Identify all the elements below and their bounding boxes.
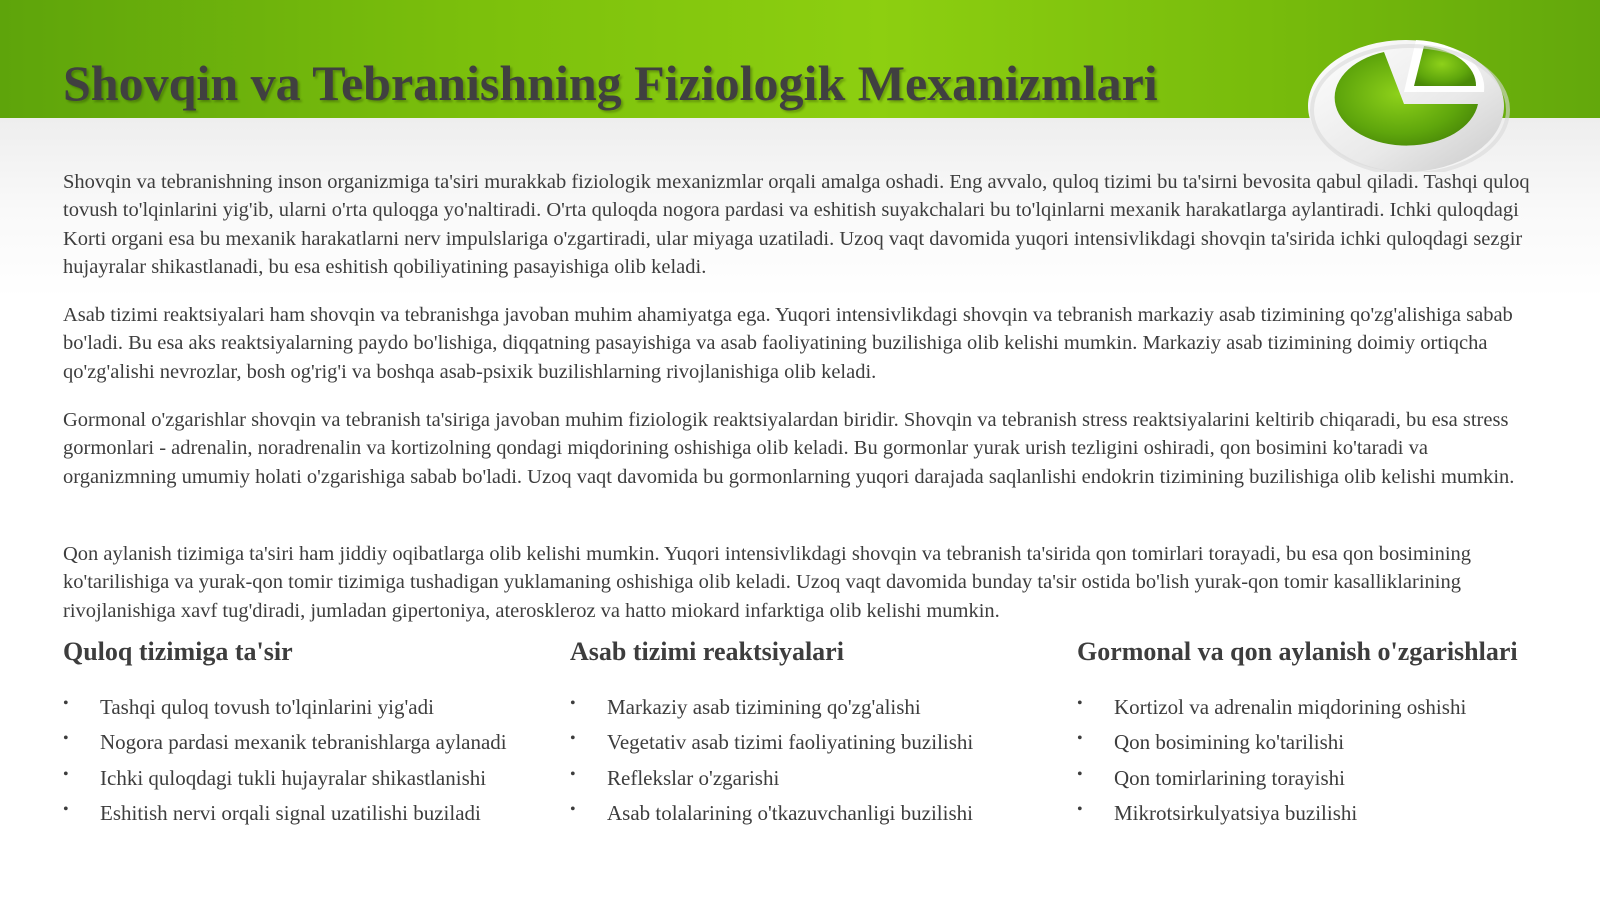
list-item: • Mikrotsirkulyatsiya buzilishi xyxy=(1077,796,1587,831)
list-item: • Ichki quloqdagi tukli hujayralar shikastlanishi xyxy=(63,761,543,796)
list-item: • Tashqi quloq tovush to'lqinlarini yig'adi xyxy=(63,690,543,725)
column-hormonal-circulatory xyxy=(1077,632,1587,831)
list-item: • Asab tolalarining o'tkazuvchanligi buzilishi xyxy=(570,796,1050,831)
bullet-list xyxy=(1077,690,1587,831)
list-item: • Nogora pardasi mexanik tebranishlarga aylanadi xyxy=(63,725,543,760)
bullet-list xyxy=(63,690,543,831)
bullet-icon: • xyxy=(570,765,576,783)
column-ear-impact xyxy=(63,632,543,831)
list-item: • Qon bosimining ko'tarilishi xyxy=(1077,725,1587,760)
bullet-icon: • xyxy=(570,800,576,818)
column-title: Gormonal va qon aylanish o'zgarishlari xyxy=(1077,637,1518,666)
bullet-icon: • xyxy=(63,800,69,818)
bullet-icon: • xyxy=(63,695,69,712)
paragraph-ear-system: Shovqin va tebranishning inson organizmiga ta'siri murakkab fiziologik mexanizmlar orqali amalga oshadi. Eng avvalo, quloq tizimi bu ta'sirni bevosita qabul qiladi. Tashqi quloq tovush to'lqinlarini yig'ib, ularni o'rta quloqga yo'naltiradi. O'rta quloqda nogora pardasi va eshitish suyakchalari bu to'lqinlarni mexanik harakatlarga aylantiradi. Ichki quloqdagi Korti organi esa bu mexanik harakatlarni nerv impulslariga o'zgartiradi, ular miyaga uzatiladi. Uzoq vaqt davomida yuqori intensivlikdagi shovqin ta'sirida ichki quloqdagi sezgir hujayralar shikastlanadi, bu esa eshitish qobiliyatining pasayishiga olib keladi. xyxy=(63,171,1530,278)
column-title: Asab tizimi reaktsiyalari xyxy=(570,637,844,666)
list-item: • Reflekslar o'zgarishi xyxy=(570,761,1050,796)
bullet-icon: • xyxy=(1077,765,1083,783)
slide-title: Shovqin va Tebranishning Fiziologik Mexanizmlari xyxy=(63,55,1158,111)
bullet-icon: • xyxy=(570,730,576,748)
list-item: • Kortizol va adrenalin miqdorining oshishi xyxy=(1077,690,1587,725)
list-item: • Qon tomirlarining torayishi xyxy=(1077,761,1587,796)
bullet-icon: • xyxy=(1077,695,1083,712)
list-item: • Eshitish nervi orqali signal uzatilishi buziladi xyxy=(63,796,543,831)
column-title: Quloq tizimiga ta'sir xyxy=(63,637,293,666)
column-nervous-reactions xyxy=(570,632,1050,831)
bullet-icon: • xyxy=(63,765,69,783)
bullet-icon: • xyxy=(1077,800,1083,818)
green-pie-chart-icon xyxy=(1306,26,1530,172)
bullet-icon: • xyxy=(63,730,69,748)
list-item: • Vegetativ asab tizimi faoliyatining buzilishi xyxy=(570,725,1050,760)
paragraph-hormonal-changes: Gormonal o'zgarishlar shovqin va tebranish ta'siriga javoban muhim fiziologik reaktsiyalardan biridir. Shovqin va tebranish stress reaktsiyalarini keltirib chiqaradi, bu esa stress gormonlari - adrenalin, noradrenalin va kortizolning qondagi miqdorining oshishiga olib keladi. Bu gormonlar yurak urish tezligini oshiradi, qon bosimini ko'taradi va organizmning umumiy holati o'zgarishiga sabab bo'ladi. Uzoq vaqt davomida bu gormonlarning yuqori darajada saqlanlishi endokrin tizimining buzilishiga olib kelishi mumkin. xyxy=(63,409,1515,488)
bullet-icon: • xyxy=(570,695,576,712)
list-item: • Markaziy asab tizimining qo'zg'alishi xyxy=(570,690,1050,725)
bullet-icon: • xyxy=(1077,730,1083,748)
paragraph-nervous-system: Asab tizimi reaktsiyalari ham shovqin va tebranishga javoban muhim ahamiyatga ega. Yuqori intensivlikdagi shovqin va tebranish markaziy asab tizimining qo'zg'alishiga sabab bo'ladi. Bu esa aks reaktsiyalarning paydo bo'lishiga, diqqatning pasayishiga va asab faoliyatining buzilishiga olib kelishi mumkin. Markaziy asab tizimining doimiy ortiqcha qo'zg'alishi nevrozlar, bosh og'rig'i va boshqa asab-psixik buzilishlarning rivojlanishiga olib keladi. xyxy=(63,304,1513,383)
bullet-list xyxy=(570,690,1050,831)
paragraph-circulatory-system: Qon aylanish tizimiga ta'siri ham jiddiy oqibatlarga olib kelishi mumkin. Yuqori intensivlikdagi shovqin va tebranish ta'sirida qon tomirlari torayadi, bu esa qon bosimining ko'tarilishiga va yurak-qon tomir tizimiga tushadigan yuklamaning oshishiga olib keladi. Uzoq vaqt davomida bunday ta'sir ostida bo'lish yurak-qon tomir kasalliklarining rivojlanishiga xavf tug'diradi, jumladan gipertoniya, ateroskleroz va hatto miokard infarktiga olib kelishi mumkin. xyxy=(63,543,1472,622)
